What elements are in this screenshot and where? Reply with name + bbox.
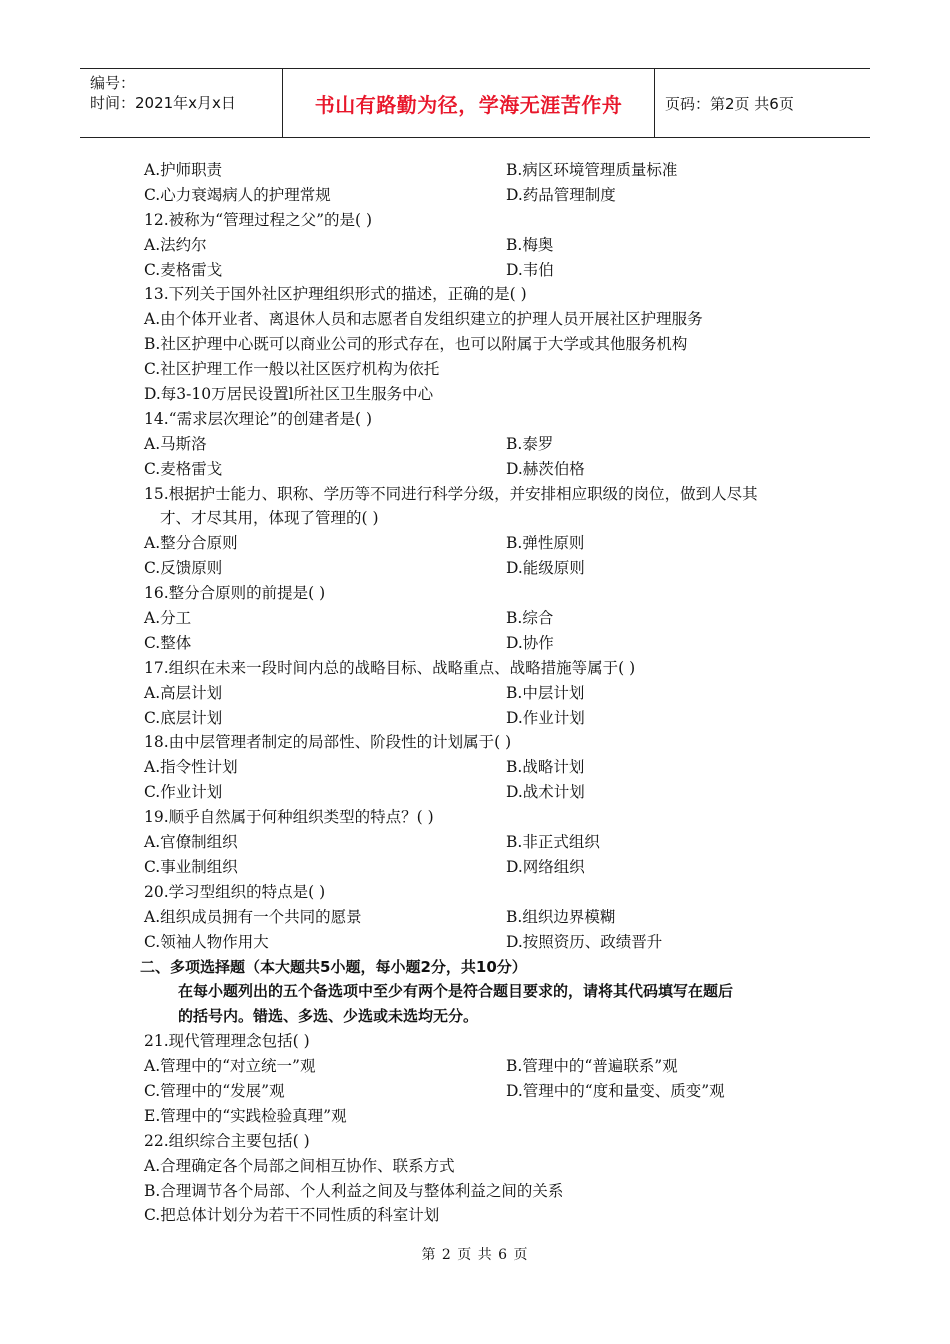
text-line: 21.现代管理理念包括( ) [144,1032,310,1051]
text-line: D.每3-10万居民设置l所社区卫生服务中心 [144,385,434,404]
option-row [144,755,824,780]
header-page-info: 页码：第2页 共6页 [665,94,794,113]
option-text: A.官僚制组织 [144,833,238,852]
option-text: B.梅奥 [506,235,554,254]
text-line: 15.根据护士能力、职称、学历等不同进行科学分级，并安排相应职级的岗位，做到人尽其 [144,484,758,503]
option-text: A.分工 [144,609,192,628]
page-footer: 第 2 页 共 6 页 [421,1247,529,1263]
text-line: C.把总体计划分为若干不同性质的科室计划 [144,1206,440,1225]
option-text: D.药品管理制度 [506,185,616,204]
option-text: B.管理中的“普遍联系”观 [506,1057,678,1076]
option-row [144,556,824,581]
option-row [144,606,824,631]
option-row [144,531,824,556]
option-text: A.法约尔 [144,235,207,254]
option-text: C.心力衰竭病人的护理常规 [144,185,331,204]
option-row [144,631,824,656]
option-text: B.弹性原则 [506,534,585,553]
option-text: D.赫茨伯格 [506,459,585,478]
option-text: B.组织边界模糊 [506,907,616,926]
option-row [144,258,824,283]
exam-content [140,158,824,1228]
text-line: 18.由中层管理者制定的局部性、阶段性的计划属于( ) [144,733,512,752]
document-date: 时间：2021年x月x日 [90,94,236,112]
option-row [144,158,824,183]
option-row [144,681,824,706]
option-text: A.护师职责 [144,161,223,179]
option-text: B.泰罗 [506,434,554,453]
header-meta [80,69,283,137]
option-text: D.协作 [506,633,554,652]
text-line: B.社区护理中心既可以商业公司的形式存在，也可以附属于大学或其他服务机构 [144,335,688,354]
option-row [144,855,824,880]
document-number-label: 编号： [90,74,136,92]
text-line: 12.被称为“管理过程之父”的是( ) [144,210,373,229]
question-continuation: 才、才尽其用，体现了管理的( ) [160,509,379,528]
text-line: 22.组织综合主要包括( ) [144,1131,310,1150]
option-text: C.领袖人物作用大 [144,932,269,951]
option-row [144,1054,824,1079]
option-text: A.指令性计划 [144,758,238,777]
option-text: B.中层计划 [506,683,585,702]
option-row [144,930,824,955]
option-row [144,457,824,482]
option-text: D.作业计划 [506,708,585,727]
section-heading: 二、多项选择题（本大题共5小题，每小题2分，共10分） [140,957,527,976]
option-text: B.综合 [506,609,554,628]
text-line: E.管理中的“实践检验真理”观 [144,1106,347,1125]
option-row [144,905,824,930]
option-text: D.按照资历、政绩晋升 [506,932,663,951]
text-line: B.合理调节各个局部、个人利益之间及与整体利益之间的关系 [144,1181,564,1200]
option-text: C.反馈原则 [144,559,223,578]
text-line: C.社区护理工作一般以社区医疗机构为依托 [144,360,440,379]
option-text: C.麦格雷戈 [144,459,223,478]
option-row [144,780,824,805]
text-line: 13.下列关于国外社区护理组织形式的描述，正确的是( ) [144,285,527,304]
option-text: C.管理中的“发展”观 [144,1081,285,1100]
section-instructions: 在每小题列出的五个备选项中至少有两个是符合题目要求的，请将其代码填写在题后 [178,982,734,1001]
option-row [144,183,824,208]
option-text: A.管理中的“对立统一”观 [144,1057,316,1076]
option-text: B.非正式组织 [506,833,600,852]
option-text: D.能级原则 [506,559,585,578]
text-line: 16.整分合原则的前提是( ) [144,584,326,603]
text-line: 17.组织在未来一段时间内总的战略目标、战略重点、战略措施等属于( ) [144,658,636,677]
option-text: B.战略计划 [506,758,585,777]
text-line: 20.学习型组织的特点是( ) [144,882,326,901]
text-line: A.合理确定各个局部之间相互协作、联系方式 [144,1156,455,1175]
option-text: A.组织成员拥有一个共同的愿景 [144,907,362,926]
option-row [144,706,824,731]
header-motto: 书山有路勤为径，学海无涯苦作舟 [283,69,655,137]
text-line: 14.“需求层次理论”的创建者是( ) [144,409,373,428]
option-text: D.管理中的“度和量变、质变”观 [506,1081,725,1100]
option-row [144,1079,824,1104]
option-text: A.整分合原则 [144,534,238,553]
option-text: C.作业计划 [144,783,223,802]
option-row [144,432,824,457]
option-text: C.麦格雷戈 [144,260,223,279]
option-text: A.高层计划 [144,683,223,702]
option-text: D.韦伯 [506,260,554,279]
page-header [80,68,870,138]
section-instructions: 的括号内。错选、多选、少选或未选均无分。 [178,1007,479,1026]
option-text: C.事业制组织 [144,857,238,876]
option-text: C.底层计划 [144,708,223,727]
option-text: A.马斯洛 [144,434,207,453]
text-line: 19.顺乎自然属于何种组织类型的特点？( ) [144,808,434,827]
option-text: D.网络组织 [506,857,585,876]
option-row [144,233,824,258]
option-text: B.病区环境管理质量标准 [506,161,678,179]
option-text: C.整体 [144,633,192,652]
option-text: D.战术计划 [506,783,585,802]
text-line: A.由个体开业者、离退休人员和志愿者自发组织建立的护理人员开展社区护理服务 [144,310,703,329]
option-row [144,830,824,855]
